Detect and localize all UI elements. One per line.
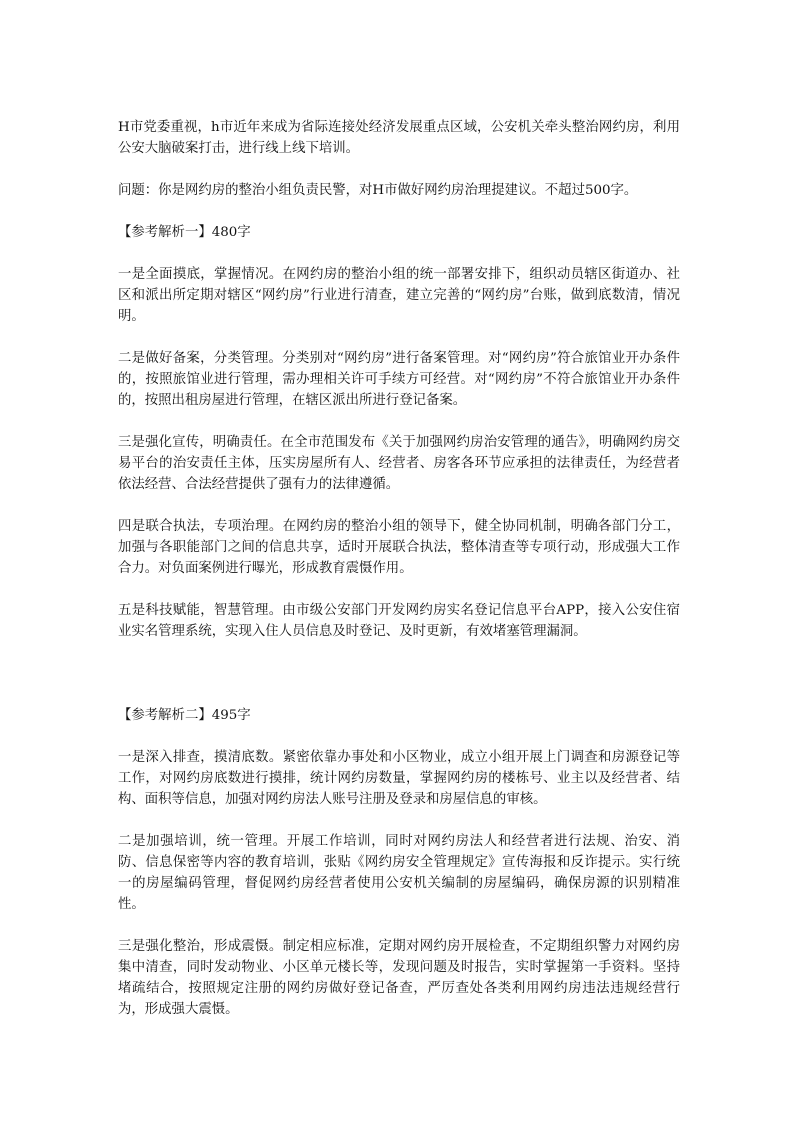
analysis-one-heading: 【参考解析一】480字 xyxy=(118,225,251,240)
intro-paragraph: H市党委重视，h市近年来成为省际连接处经济发展重点区域，公安机关牵头整治网约房，利用公安大脑破案打击，进行线上线下培训。 xyxy=(118,120,680,156)
analysis-two-point-1: 一是深入排查，摸清底数。紧密依靠办事处和小区物业，成立小组开展上门调查和房源登记等工作，对网约房底数进行摸排，统计网约房数量，掌握网约房的楼栋号、业主以及经营者、结构、面积等信息，加强对网约房法人账号注册及登录和房屋信息的审核。 xyxy=(118,750,680,807)
question-paragraph: 问题：你是网约房的整治小组负责民警，对H市做好网约房治理提建议。不超过500字。 xyxy=(118,183,638,198)
analysis-one-point-5: 五是科技赋能，智慧管理。由市级公安部门开发网约房实名登记信息平台APP，接入公安住宿业实名管理系统，实现入住人员信息及时登记、及时更新，有效堵塞管理漏洞。 xyxy=(118,603,680,639)
document-page xyxy=(118,117,680,1020)
analysis-two-point-2: 二是加强培训，统一管理。开展工作培训，同时对网约房法人和经营者进行法规、治安、消防、信息保密等内容的教育培训，张贴《网约房安全管理规定》宣传海报和反诈提示。实行统一的房屋编码管理，督促网约房经营者使用公安机关编制的房屋编码，确保房源的识别精准性。 xyxy=(118,834,680,912)
analysis-one-point-1: 一是全面摸底，掌握情况。在网约房的整治小组的统一部署安排下，组织动员辖区街道办、社区和派出所定期对辖区“网约房”行业进行清查，建立完善的“网约房”台账，做到底数清，情况明。 xyxy=(118,267,680,324)
analysis-two-point-3: 三是强化整治，形成震慑。制定相应标准，定期对网约房开展检查，不定期组织警力对网约房集中清查，同时发动物业、小区单元楼长等，发现问题及时报告，实时掌握第一手资料。坚持堵疏结合，按照规定注册的网约房做好登记备查，严厉查处各类利用网约房违法违规经营行为，形成强大震慑。 xyxy=(118,939,680,1017)
analysis-one-point-2: 二是做好备案，分类管理。分类别对“网约房”进行备案管理。对“网约房”符合旅馆业开办条件的，按照旅馆业进行管理，需办理相关许可手续方可经营。对“网约房”不符合旅馆业开办条件的，按照出租房屋进行管理，在辖区派出所进行登记备案。 xyxy=(118,351,680,408)
analysis-one-point-3: 三是强化宣传，明确责任。在全市范围发布《关于加强网约房治安管理的通告》，明确网约房交易平台的治安责任主体，压实房屋所有人、经营者、房客各环节应承担的法律责任，为经营者依法经营、合法经营提供了强有力的法律遵循。 xyxy=(118,435,680,492)
analysis-two-heading: 【参考解析二】495字 xyxy=(118,708,251,723)
analysis-one-point-4: 四是联合执法，专项治理。在网约房的整治小组的领导下，健全协同机制，明确各部门分工，加强与各职能部门之间的信息共享，适时开展联合执法，整体清查等专项行动，形成强大工作合力。对负面案例进行曝光，形成教育震慑作用。 xyxy=(118,519,680,576)
